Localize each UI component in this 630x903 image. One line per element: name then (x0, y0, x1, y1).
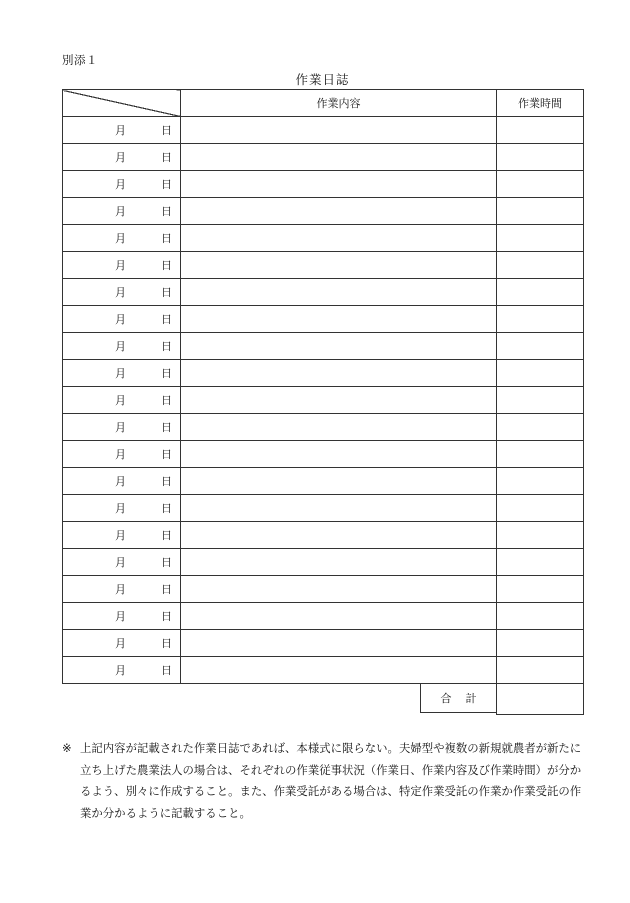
work-content-cell[interactable] (181, 387, 497, 414)
work-content-cell[interactable] (181, 495, 497, 522)
day-label: 日 (161, 367, 172, 380)
month-label: 月 (115, 259, 126, 272)
work-content-cell[interactable] (181, 522, 497, 549)
work-time-cell[interactable] (497, 414, 584, 441)
table-row (63, 306, 584, 333)
work-content-cell[interactable] (181, 468, 497, 495)
work-time-cell[interactable] (497, 252, 584, 279)
month-label: 月 (115, 610, 126, 623)
table-row (63, 225, 584, 252)
table-row (63, 279, 584, 306)
work-content-cell[interactable] (181, 225, 497, 252)
table-row (63, 387, 584, 414)
work-content-cell[interactable] (181, 360, 497, 387)
day-label: 日 (161, 394, 172, 407)
month-label: 月 (115, 556, 126, 569)
work-time-cell[interactable] (497, 387, 584, 414)
work-time-cell[interactable] (497, 198, 584, 225)
table-row (63, 576, 584, 603)
date-cell[interactable] (63, 522, 181, 549)
date-cell[interactable] (63, 279, 181, 306)
month-label: 月 (115, 367, 126, 380)
month-label: 月 (115, 664, 126, 677)
day-label: 日 (161, 232, 172, 245)
date-cell[interactable] (63, 549, 181, 576)
work-time-cell[interactable] (497, 225, 584, 252)
diagonal-header-cell (63, 90, 181, 117)
month-label: 月 (115, 124, 126, 137)
date-cell[interactable] (63, 657, 181, 684)
table-row (63, 441, 584, 468)
table-row (63, 549, 584, 576)
work-content-cell[interactable] (181, 252, 497, 279)
table-row (63, 630, 584, 657)
date-cell[interactable] (63, 387, 181, 414)
day-label: 日 (161, 340, 172, 353)
work-content-cell[interactable] (181, 441, 497, 468)
month-label: 月 (115, 340, 126, 353)
month-label: 月 (115, 178, 126, 191)
work-content-cell[interactable] (181, 333, 497, 360)
date-cell[interactable] (63, 360, 181, 387)
table-row (63, 468, 584, 495)
day-label: 日 (161, 205, 172, 218)
table-row (63, 495, 584, 522)
day-label: 日 (161, 421, 172, 434)
table-row (63, 657, 584, 684)
day-label: 日 (161, 529, 172, 542)
work-time-cell[interactable] (497, 630, 584, 657)
work-time-cell[interactable] (497, 306, 584, 333)
work-content-cell[interactable] (181, 549, 497, 576)
table-row (63, 117, 584, 144)
work-content-cell[interactable] (181, 414, 497, 441)
date-cell[interactable] (63, 414, 181, 441)
month-label: 月 (115, 286, 126, 299)
note-text: 上記内容が記載された作業日誌であれば、本様式に限らない。夫婦型や複数の新規就農者が新たに立ち上げた農業法人の場合は、それぞれの作業従事状況（作業日、作業内容及び作業時間）が分かるよう、別々に作成すること。また、作業受託がある場合は、特定作業受託の作業か作業受託の作業か分かるように記載すること。 (80, 741, 582, 820)
total-label-area (63, 684, 497, 715)
date-cell[interactable] (63, 333, 181, 360)
work-time-cell[interactable] (497, 171, 584, 198)
work-time-cell[interactable] (497, 117, 584, 144)
table-row (63, 603, 584, 630)
table-row (63, 360, 584, 387)
month-label: 月 (115, 205, 126, 218)
month-label: 月 (115, 475, 126, 488)
month-label: 月 (115, 394, 126, 407)
date-cell[interactable] (63, 252, 181, 279)
month-label: 月 (115, 421, 126, 434)
day-label: 日 (161, 637, 172, 650)
date-cell[interactable] (63, 576, 181, 603)
work-time-cell[interactable] (497, 549, 584, 576)
day-label: 日 (161, 286, 172, 299)
table-header-row (63, 90, 584, 117)
work-content-cell[interactable] (181, 171, 497, 198)
work-content-cell[interactable] (181, 576, 497, 603)
work-time-cell[interactable] (497, 333, 584, 360)
day-label: 日 (161, 610, 172, 623)
day-label: 日 (161, 259, 172, 272)
month-label: 月 (115, 313, 126, 326)
footnote (62, 738, 587, 824)
day-label: 日 (161, 313, 172, 326)
day-label: 日 (161, 475, 172, 488)
work-time-cell[interactable] (497, 360, 584, 387)
work-content-cell[interactable] (181, 198, 497, 225)
column-header-time: 作業時間 (497, 90, 584, 117)
day-label: 日 (161, 502, 172, 515)
work-content-cell[interactable] (181, 144, 497, 171)
day-label: 日 (161, 178, 172, 191)
month-label: 月 (115, 637, 126, 650)
date-cell[interactable] (63, 441, 181, 468)
date-cell[interactable] (63, 495, 181, 522)
month-label: 月 (115, 448, 126, 461)
work-time-cell[interactable] (497, 603, 584, 630)
total-time-cell[interactable] (497, 684, 584, 715)
day-label: 日 (161, 124, 172, 137)
total-row (63, 684, 584, 715)
attachment-label: 別添１ (62, 53, 98, 67)
column-header-content: 作業内容 (181, 90, 497, 117)
work-time-cell[interactable] (497, 441, 584, 468)
work-time-cell[interactable] (497, 576, 584, 603)
date-cell[interactable] (63, 144, 181, 171)
table-row (63, 522, 584, 549)
day-label: 日 (161, 583, 172, 596)
date-cell[interactable] (63, 225, 181, 252)
work-content-cell[interactable] (181, 603, 497, 630)
total-label: 合計 (420, 683, 497, 713)
work-content-cell[interactable] (181, 630, 497, 657)
month-label: 月 (115, 151, 126, 164)
month-label: 月 (115, 502, 126, 515)
work-content-cell[interactable] (181, 306, 497, 333)
work-time-cell[interactable] (497, 495, 584, 522)
day-label: 日 (161, 556, 172, 569)
date-cell[interactable] (63, 603, 181, 630)
work-log-table (62, 89, 584, 715)
day-label: 日 (161, 448, 172, 461)
table-row (63, 333, 584, 360)
document-title: 作業日誌 (295, 72, 350, 87)
table-row (63, 144, 584, 171)
work-time-cell[interactable] (497, 657, 584, 684)
date-cell[interactable] (63, 198, 181, 225)
date-cell[interactable] (63, 117, 181, 144)
note-mark: ※ (62, 741, 72, 755)
month-label: 月 (115, 232, 126, 245)
date-cell[interactable] (63, 468, 181, 495)
work-content-cell[interactable] (181, 117, 497, 144)
table-row (63, 414, 584, 441)
day-label: 日 (161, 664, 172, 677)
month-label: 月 (115, 529, 126, 542)
work-content-cell[interactable] (181, 279, 497, 306)
date-cell[interactable] (63, 171, 181, 198)
month-label: 月 (115, 583, 126, 596)
date-cell[interactable] (63, 630, 181, 657)
work-time-cell[interactable] (497, 522, 584, 549)
table-row (63, 171, 584, 198)
work-content-cell[interactable] (181, 657, 497, 684)
work-time-cell[interactable] (497, 279, 584, 306)
table-row (63, 198, 584, 225)
work-time-cell[interactable] (497, 468, 584, 495)
table-row (63, 252, 584, 279)
date-cell[interactable] (63, 306, 181, 333)
day-label: 日 (161, 151, 172, 164)
work-time-cell[interactable] (497, 144, 584, 171)
